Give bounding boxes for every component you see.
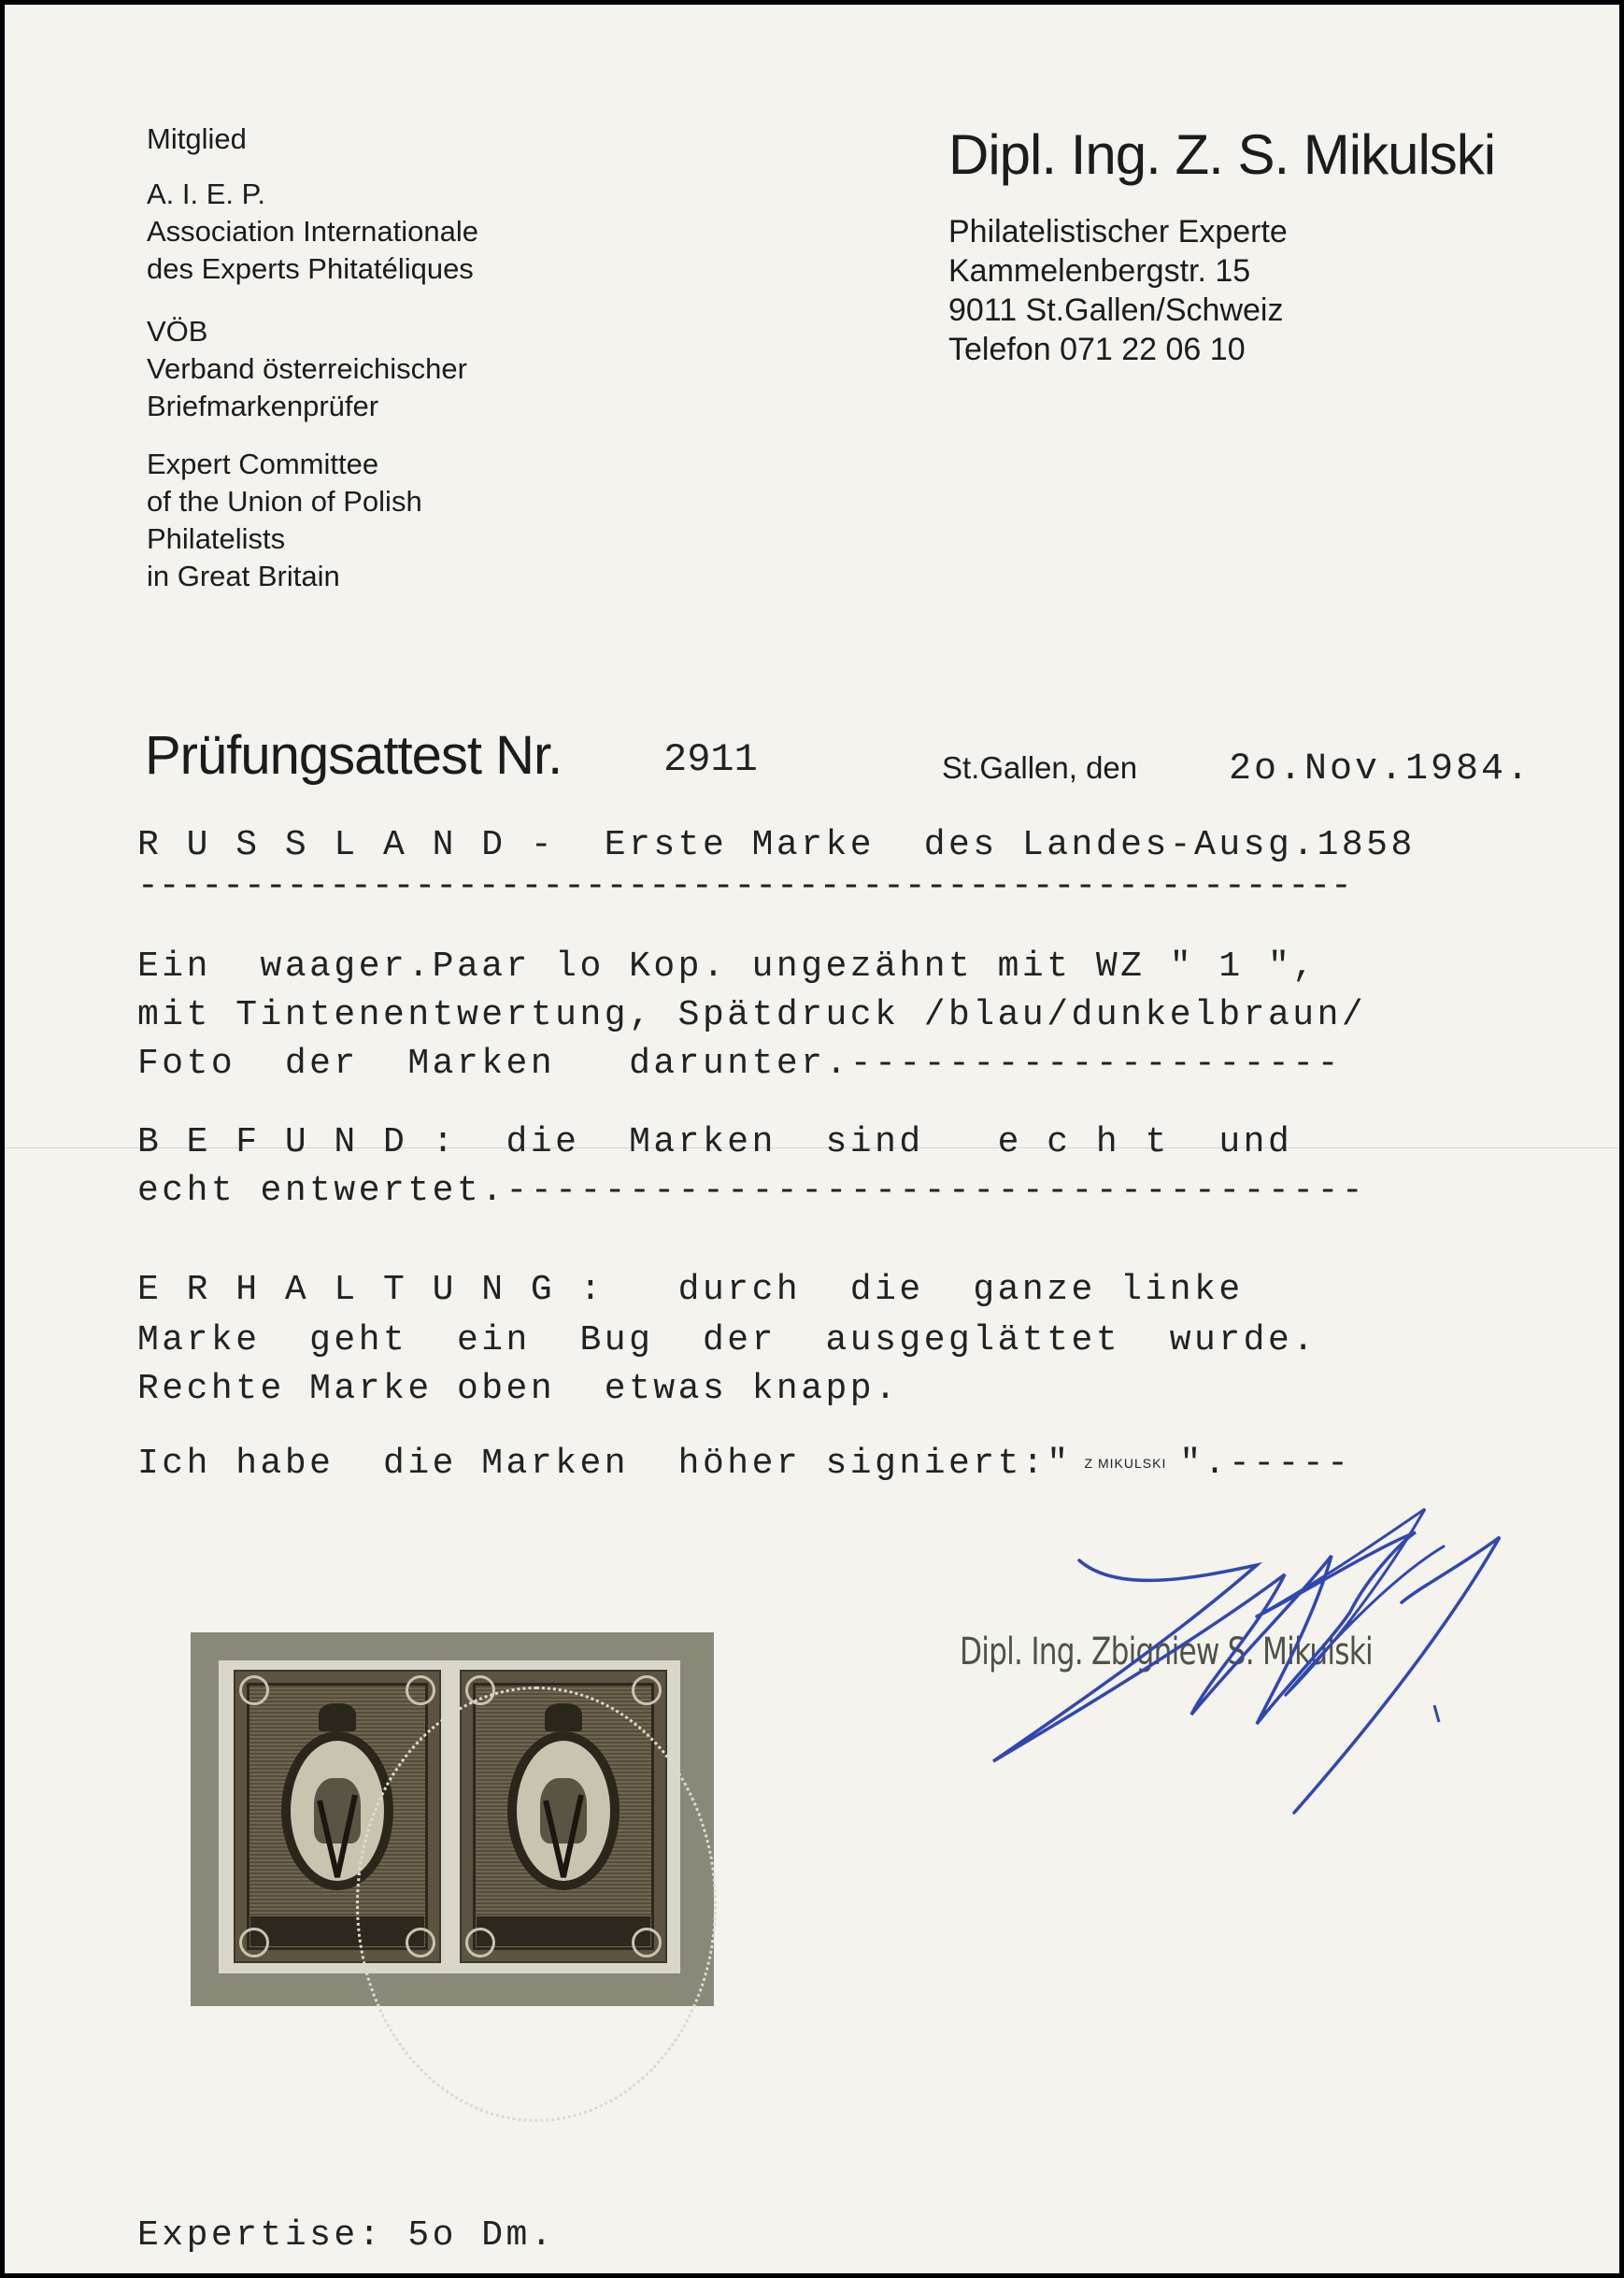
expert-name: Dipl. Ing. Z. S. Mikulski [948, 123, 1496, 186]
address-line: Kammelenbergstr. 15 [948, 253, 1251, 289]
voeb-line: Verband österreichischer [147, 352, 467, 385]
erhaltung-line: Rechte Marke oben etwas knapp. [137, 1369, 900, 1409]
erhaltung-line: E R H A L T U N G : durch die ganze linke [137, 1270, 1244, 1310]
committee-line: of the Union of Polish [147, 485, 422, 518]
aiep-block [147, 176, 478, 288]
voeb-line: Briefmarkenprüfer [147, 390, 379, 422]
befund-line: echt entwertet.----------------------------------- [137, 1171, 1367, 1211]
aiep-line: A. I. E. P. [147, 178, 265, 210]
committee-line: Expert Committee [147, 448, 379, 480]
committee-line: Philatelists [147, 522, 286, 555]
signature-note-prefix: Ich habe die Marken höher signiert:" [137, 1444, 1072, 1484]
aiep-line: des Experts Phitatéliques [147, 252, 474, 285]
membership-block [147, 121, 247, 158]
signature-note-suffix: ".----- [1179, 1444, 1352, 1484]
ink-cancel-mark [316, 1793, 359, 1886]
aiep-line: Association Internationale [147, 215, 479, 248]
erhaltung-line: Marke geht ein Bug der ausgeglättet wurde. [137, 1320, 1318, 1360]
expert-name-stamp: Dipl. Ing. Zbigniew S. Mikulski [960, 1630, 1373, 1673]
place-date-label: St.Gallen, den [942, 750, 1138, 785]
certificate-number: 2911 [663, 737, 758, 782]
address-line: 9011 St.Gallen/Schweiz [948, 292, 1284, 328]
description-line: mit Tintenentwertung, Spätdruck /blau/dunkelbraun/ [137, 995, 1367, 1035]
embossed-seal [356, 1687, 717, 2122]
expertise-fee: Expertise: 5o Dm. [137, 2215, 556, 2256]
description-line: Ein waager.Paar lo Kop. ungezähnt mit WZ " 1 ", [137, 947, 1318, 987]
address-line: Philatelistischer Experte [948, 214, 1288, 249]
mitglied-label: Mitglied [147, 122, 247, 155]
certificate-date: 2o.Nov.1984. [1229, 748, 1532, 790]
signature-note [137, 1444, 1351, 1484]
certificate-sheet [5, 5, 1619, 2273]
befund-line: B E F U N D : die Marken sind e c h t und [137, 1122, 1293, 1162]
rule-line: --------------------------------------------------------- [137, 866, 1352, 906]
letterhead-address [948, 212, 1288, 369]
voeb-line: VÖB [147, 315, 208, 348]
description-line: Foto der Marken darunter.-------------------- [137, 1044, 1342, 1084]
signature-mark: Z MIKULSKI [1084, 1455, 1167, 1471]
heading-line: R U S S L A N D - Erste Marke des Landes-Ausg.1858 [137, 825, 1416, 865]
committee-line: in Great Britain [147, 560, 340, 592]
expert-committee-block [147, 446, 422, 595]
address-line: Telefon 071 22 06 10 [948, 332, 1246, 367]
handwritten-signature [976, 1490, 1518, 1827]
certificate-title: Prüfungsattest Nr. [145, 725, 563, 786]
voeb-block [147, 313, 467, 425]
